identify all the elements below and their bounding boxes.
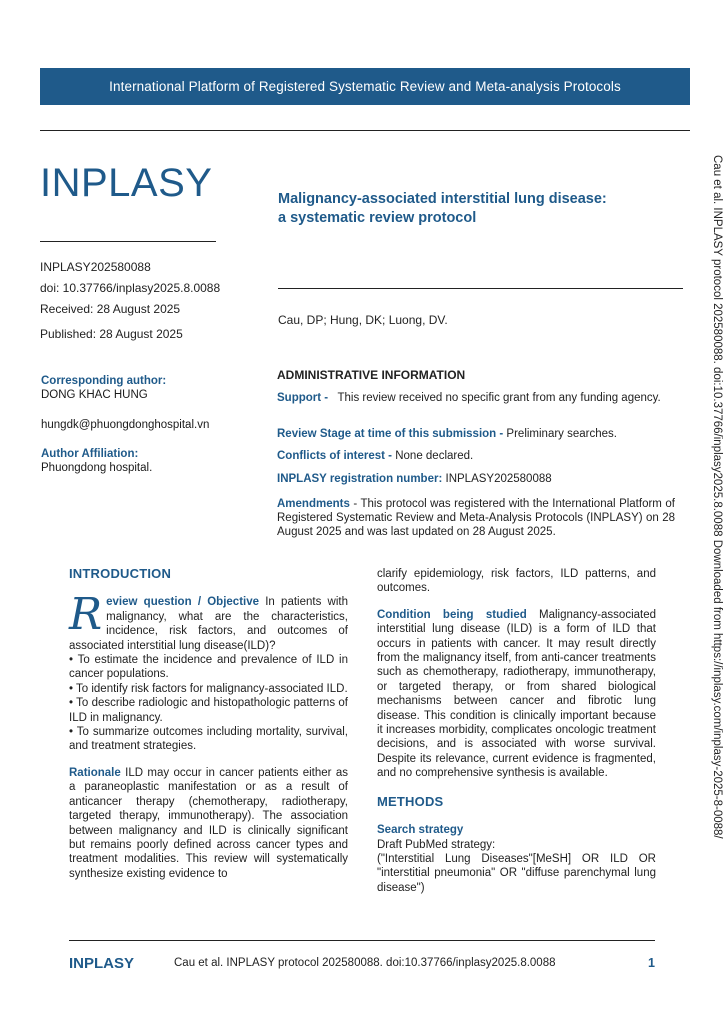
amendments-text: - This protocol was registered with the International Platform of Registered Systematic Review and Meta-Analysis Protocols (INPLASY) on 28 August 2025 and was last updated on 28 August 2025.: [277, 498, 675, 538]
search-strategy-line-2: ("Interstitial Lung Diseases"[MeSH] OR ILD OR "interstitial pneumonia" OR "diffuse parenchymal lung disease"): [377, 852, 656, 894]
logo-divider: [40, 241, 216, 242]
methods-heading: METHODS: [377, 793, 444, 809]
registration-number-label: INPLASY registration number:: [277, 473, 443, 485]
review-stage-label: Review Stage at time of this submission -: [277, 428, 504, 440]
introduction-heading: INTRODUCTION: [69, 566, 172, 581]
objectives-list: [69, 653, 348, 754]
rationale-label: Rationale: [69, 766, 121, 779]
footer-divider: [69, 940, 655, 941]
conflicts-text: None declared.: [395, 450, 474, 462]
banner-text: International Platform of Registered Systematic Review and Meta-analysis Protocols: [109, 79, 621, 94]
conflicts-label: Conflicts of interest -: [277, 450, 393, 462]
rationale-continuation: clarify epidemiology, risk factors, ILD patterns, and outcomes.: [377, 568, 656, 595]
registration-id: INPLASY202580088: [40, 260, 151, 274]
admin-registration-number: [277, 472, 675, 486]
review-question-label: eview question / Objective: [106, 596, 260, 609]
affiliation-label: Author Affiliation:: [41, 448, 139, 460]
admin-amendments: [277, 497, 675, 539]
support-text: This review received no specific grant from any funding agency.: [337, 392, 661, 404]
author-list: Cau, DP; Hung, DK; Luong, DV.: [278, 313, 448, 327]
review-stage-text: Preliminary searches.: [506, 428, 617, 440]
footer-citation: Cau et al. INPLASY protocol 202580088. doi:10.37766/inplasy2025.8.0088: [174, 957, 556, 969]
admin-support: [277, 391, 675, 405]
corresponding-author-email[interactable]: hungdk@phuongdonghospital.vn: [41, 419, 210, 431]
registration-number-text: INPLASY202580088: [445, 473, 552, 485]
title-divider: [278, 288, 683, 289]
condition-label: Condition being studied: [377, 608, 527, 621]
admin-review-stage: [277, 427, 675, 441]
page-number: 1: [648, 956, 655, 970]
left-column: [69, 567, 348, 881]
rationale-text: ILD may occur in cancer patients either as a paraneoplastic manifestation or as a result of anticancer therapy (chemotherapy, radiotherapy, targeted therapy, immunotherapy). The association between malignancy and ILD is clinically significant but remains poorly defined across cancer types and treatment modalities. This review will systematically synthesize existing evidence to: [69, 766, 348, 880]
review-question-text: In patients with malignancy, what are the characteristics, incidence, risk factors, and outcomes of associated interstitial lung disease(ILD)?: [69, 596, 348, 652]
corresponding-author-name: DONG KHAC HUNG: [41, 389, 148, 401]
top-divider: [40, 130, 690, 131]
side-download-note: Cau et al. INPLASY protocol 202580088. doi:10.37766/inplasy2025.8.0088 Downloaded from https://inplasy.com/inplasy-2025-8-0088/: [711, 155, 723, 839]
search-strategy-label: Search strategy: [377, 824, 464, 837]
title-line-2: a systematic review protocol: [278, 210, 477, 226]
affiliation-value: Phuongdong hospital.: [41, 462, 153, 474]
published-date: Published: 28 August 2025: [40, 327, 183, 341]
admin-conflicts: [277, 449, 675, 463]
received-date: Received: 28 August 2025: [40, 302, 181, 316]
rationale-para: [69, 766, 348, 881]
inplasy-logo: INPLASY: [40, 161, 213, 205]
objective-item: • To describe radiologic and histopathologic patterns of ILD in malignancy.: [69, 697, 348, 724]
drop-cap: R: [69, 589, 103, 641]
right-column: [377, 567, 656, 895]
paper-title: [278, 190, 678, 228]
search-strategy-line-1: Draft PubMed strategy:: [377, 838, 496, 851]
corresponding-author-label: Corresponding author:: [41, 375, 167, 387]
header-banner: [40, 68, 690, 105]
doi-text: doi: 10.37766/inplasy2025.8.0088: [40, 281, 221, 295]
footer-logo: INPLASY: [69, 955, 135, 972]
title-line-1: Malignancy-associated interstitial lung disease:: [278, 191, 607, 207]
support-label: Support -: [277, 392, 329, 404]
review-question-para: [69, 589, 348, 653]
objective-item: • To identify risk factors for malignancy-associated ILD.: [69, 682, 348, 695]
condition-para: [377, 608, 656, 781]
amendments-label: Amendments: [277, 498, 350, 510]
objective-item: • To summarize outcomes including mortality, survival, and treatment strategies.: [69, 726, 348, 753]
condition-text: Malignancy-associated interstitial lung disease (ILD) is a form of ILD that occurs in patients with cancer. It may result directly from the malignancy itself, from anti-cancer treatments such as chemotherapy, radiotherapy, immunotherapy, or targeted therapy, or from shared biological mechanisms between cancer and fibrotic lung disease. This condition is clinically important because it increases morbidity, complicates oncologic treatment decisions, and is associated with worse survival. Despite its relevance, current evidence is fragmented, and no comprehensive synthesis is available.: [377, 608, 657, 780]
admin-heading: ADMINISTRATIVE INFORMATION: [277, 368, 466, 382]
objective-item: • To estimate the incidence and prevalence of ILD in cancer populations.: [69, 654, 348, 681]
